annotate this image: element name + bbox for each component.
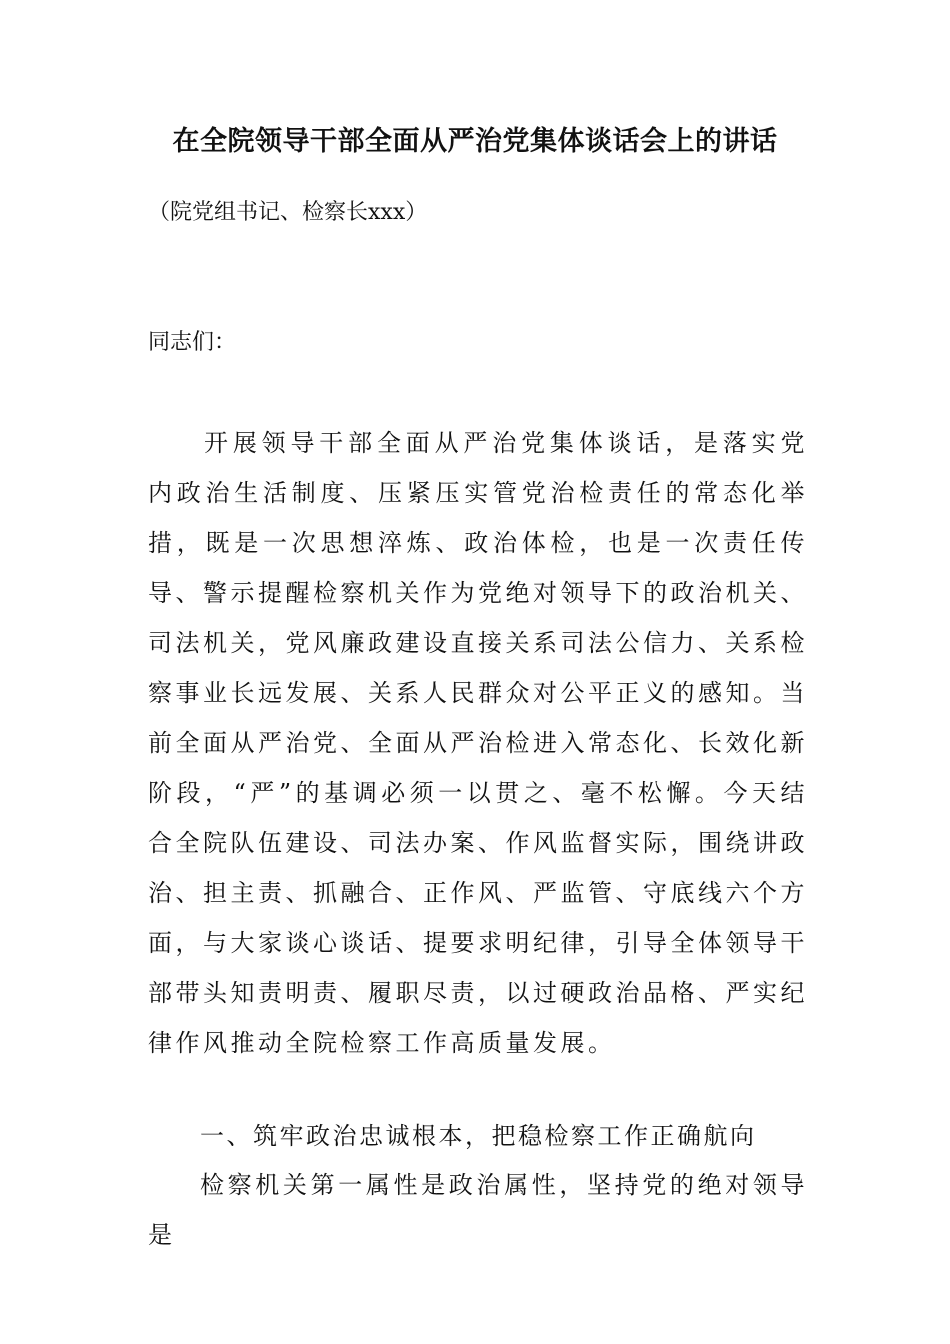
body-paragraph: 开展领导干部全面从严治党集体谈话，是落实党内政治生活制度、压紧压实管党治检责任的常态化举措，既是一次思想淬炼、政治体检，也是一次责任传导、警示提醒检察机关作为党绝对领导下的政治机关、司法机关，党风廉政建设直接关系司法公信力、关系检察事业长远发展、关系人民群众对公平正义的感知。当前全面从严治党、全面从严治检进入常态化、长效化新阶段，“严”的基调必须一以贯之、毫不松懈。今天结合全院队伍建设、司法办案、作风监督实际，围绕讲政治、担主责、抓融合、正作风、严监管、守底线六个方面，与大家谈心谈话、提要求明纪律，引导全体领导干部带头知责明责、履职尽责，以过硬政治品格、严实纪律作风推动全院检察工作高质量发展。 — [148, 429, 808, 1057]
section-paragraph: 检察机关第一属性是政治属性，坚持党的绝对领导是 — [148, 1171, 808, 1249]
document-author: （院党组书记、检察长xxx） — [148, 200, 428, 225]
document-title: 在全院领导干部全面从严治党集体谈话会上的讲话 — [172, 126, 778, 157]
salutation: 同志们： — [148, 330, 237, 355]
section-heading: 一、筑牢政治忠诚根本，把稳检察工作正确航向 — [200, 1122, 757, 1150]
